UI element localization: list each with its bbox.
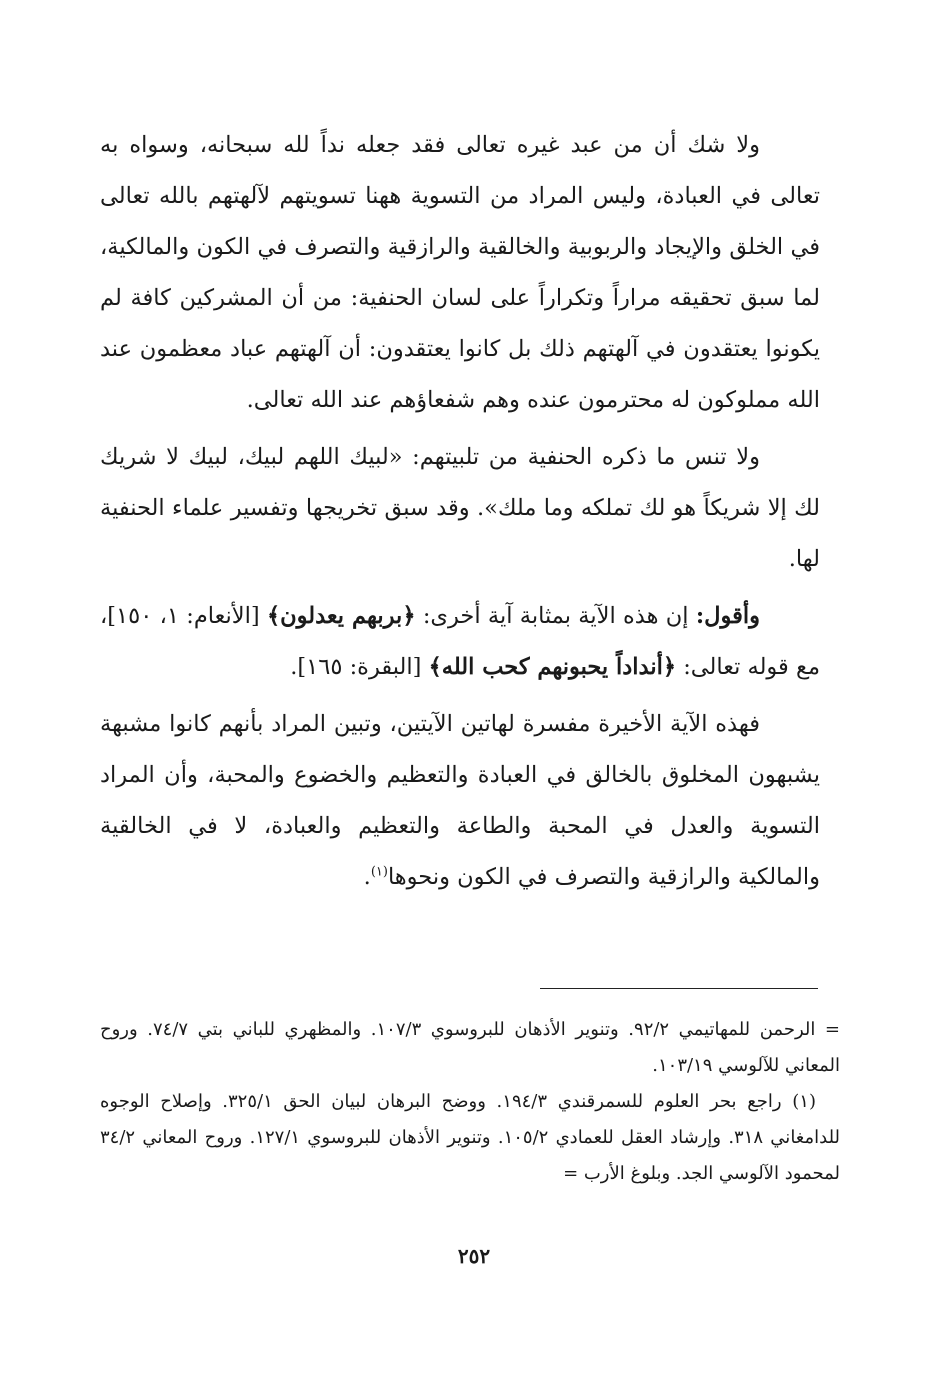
- footnote-marker: (١): [370, 864, 388, 880]
- lead-word: وأقول:: [695, 603, 761, 629]
- paragraph-3: [100, 591, 820, 693]
- paragraph-4: [100, 699, 820, 903]
- paragraph-2: ولا تنس ما ذكره الحنفية من تلبيتهم: «لبيك اللهم لبيك، لبيك لا شريك لك إلا شريكاً هو لك تملكه وما ملك». وقد سبق تخريجها وتفسير علماء الحنفية لها.: [100, 444, 820, 572]
- paragraph-3-text-c: [البقرة: ١٦٥].: [290, 654, 429, 680]
- quran-verse-1: ﴿بربهم يعدلون﴾: [266, 603, 416, 629]
- page-number: ٢٥٢: [457, 1244, 491, 1268]
- paragraph-4-end: .: [363, 864, 371, 890]
- footnote-1: (١) راجع بحر العلوم للسمرقندي ١٩٤/٣. ووضح البرهان لبيان الحق ٣٢٥/١. وإصلاح الوجوه للدامغاني ٣١٨. وإرشاد العقل للعمادي ١٠٥/٢. وتنوير الأذهان للبروسوي ١٢٧/١. وروح المعاني ٣٤/٢ لمحمود الآلوسي الجد. وبلوغ الأرب =: [100, 1091, 841, 1184]
- quran-verse-2: ﴿أنداداً يحبونهم كحب الله﴾: [428, 654, 677, 680]
- body-text: [100, 120, 820, 903]
- footnotes: [100, 1012, 840, 1192]
- footnote-continuation: = الرحمن للمهاتيمي ٩٢/٢. وتنوير الأذهان للبروسوي ١٠٧/٣. والمظهري للباني بتي ٧٤/٧. وروح المعاني للآلوسي ١٠٣/١٩.: [100, 1019, 840, 1076]
- paragraph-1: ولا شك أن من عبد غيره تعالى فقد جعله نداً لله سبحانه، وسواه به تعالى في العبادة، وليس المراد من التسوية ههنا تسويتهم لآلهتهم بالله تعالى في الخلق والإيجاد والربوبية والخالقية والرازقية والتصرف في الكون والمالكية، لما سبق تحقيقه مراراً وتكراراً على لسان الحنفية: من أن المشركين كافة لم يكونوا يعتقدون في آلهتهم ذلك بل كانوا يعتقدون: أن آلهتهم عباد معظمون عند الله مملوكون له محترمون عنده وهم شفعاؤهم عند الله تعالى.: [100, 132, 820, 413]
- paragraph-4-text: فهذه الآية الأخيرة مفسرة لهاتين الآيتين، وتبين المراد بأنهم كانوا مشبهة يشبهون المخلوق بالخالق في العبادة والتعظيم والخضوع والمحبة، وأن المراد التسوية والعدل في المحبة والطاعة والتعظيم والعبادة، لا في الخالقية والمالكية والرازقية والتصرف في الكون ونحوها: [100, 711, 820, 890]
- footnote-separator: [540, 988, 818, 989]
- paragraph-3-text-b: [الأنعام: ١، ١٥٠]، مع قوله تعالى:: [100, 603, 820, 680]
- paragraph-3-text-a: إن هذه الآية بمثابة آية أخرى:: [415, 603, 696, 629]
